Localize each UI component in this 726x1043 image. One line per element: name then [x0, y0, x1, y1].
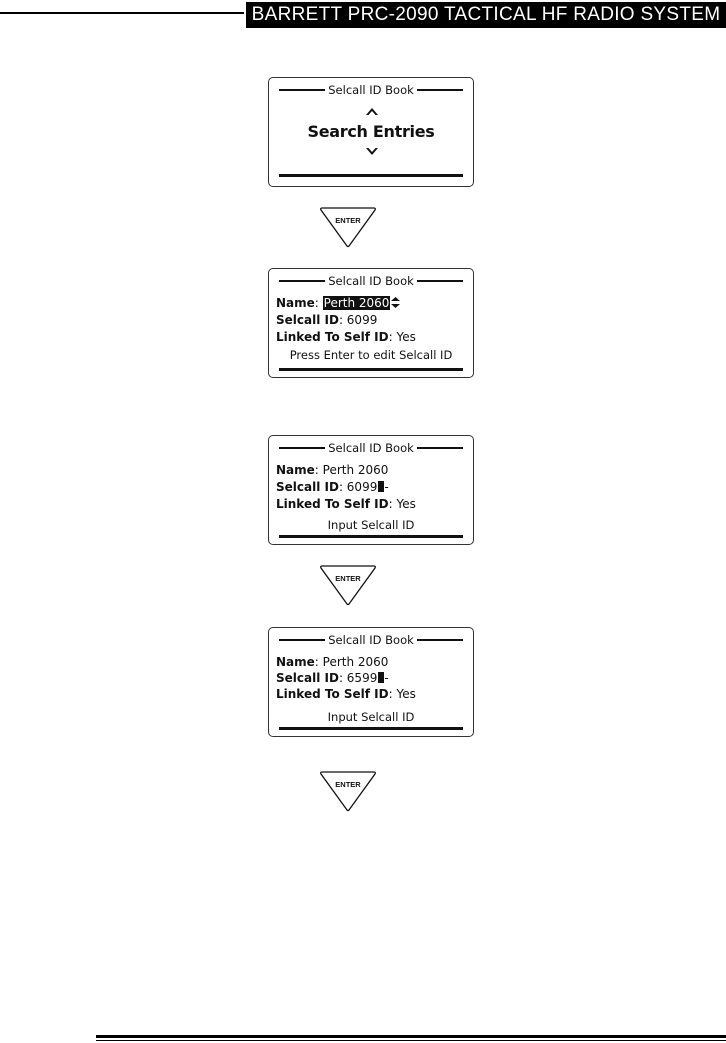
- enter-key: [318, 770, 378, 812]
- name-value-selected: Perth 2060: [323, 296, 390, 310]
- enter-key: [318, 206, 378, 248]
- footer-rule-thin: [96, 1040, 726, 1041]
- up-down-arrows-icon: [391, 297, 400, 308]
- screen-bottom-bar: [279, 727, 463, 730]
- footer-rule: [96, 1035, 726, 1038]
- name-row: Name: Perth 2060: [276, 295, 467, 311]
- lcd-screen-input-1: [268, 435, 474, 545]
- chevron-up-icon: [365, 107, 379, 119]
- screen-title: Selcall ID Book: [279, 274, 463, 288]
- lcd-screen-entry: [268, 268, 474, 378]
- screen-prompt: Input Selcall ID: [327, 710, 415, 724]
- page-header: [0, 2, 726, 28]
- screen-prompt: Input Selcall ID: [327, 518, 415, 532]
- enter-key: [318, 564, 378, 606]
- screen-bottom-bar: [279, 174, 463, 177]
- screen-title: Selcall ID Book: [279, 633, 463, 647]
- enter-key-label: ENTER: [335, 216, 361, 225]
- linked-row: Linked To Self ID: Yes: [276, 330, 416, 344]
- screen-prompt: Press Enter to edit Selcall ID: [289, 348, 453, 362]
- search-entries-text: Search Entries: [307, 122, 435, 141]
- selcall-row: Selcall ID: 6099: [276, 313, 378, 327]
- screen-bottom-bar: [279, 535, 463, 538]
- enter-key-icon: [318, 770, 378, 812]
- selcall-row: Selcall ID: 6599 -: [276, 671, 389, 685]
- chevron-down-icon: [365, 144, 379, 156]
- lcd-screen-search: [268, 77, 474, 187]
- linked-row: Linked To Self ID: Yes: [276, 497, 416, 511]
- enter-key-icon: [318, 564, 378, 606]
- enter-key-label: ENTER: [335, 574, 361, 583]
- enter-key-label: ENTER: [335, 780, 361, 789]
- lcd-screen-input-2: [268, 627, 474, 737]
- enter-key-icon: [318, 206, 378, 248]
- screen-bottom-bar: [279, 368, 463, 371]
- header-title: BARRETT PRC-2090 TACTICAL HF RADIO SYSTEM: [246, 2, 726, 28]
- header-rule: [0, 12, 244, 14]
- name-row: Name: Perth 2060: [276, 463, 389, 477]
- selcall-row: Selcall ID: 6099 -: [276, 480, 389, 494]
- screen-title: Selcall ID Book: [279, 441, 463, 455]
- name-row: Name: Perth 2060: [276, 655, 389, 669]
- screen-title: Selcall ID Book: [279, 83, 463, 97]
- linked-row: Linked To Self ID: Yes: [276, 687, 416, 701]
